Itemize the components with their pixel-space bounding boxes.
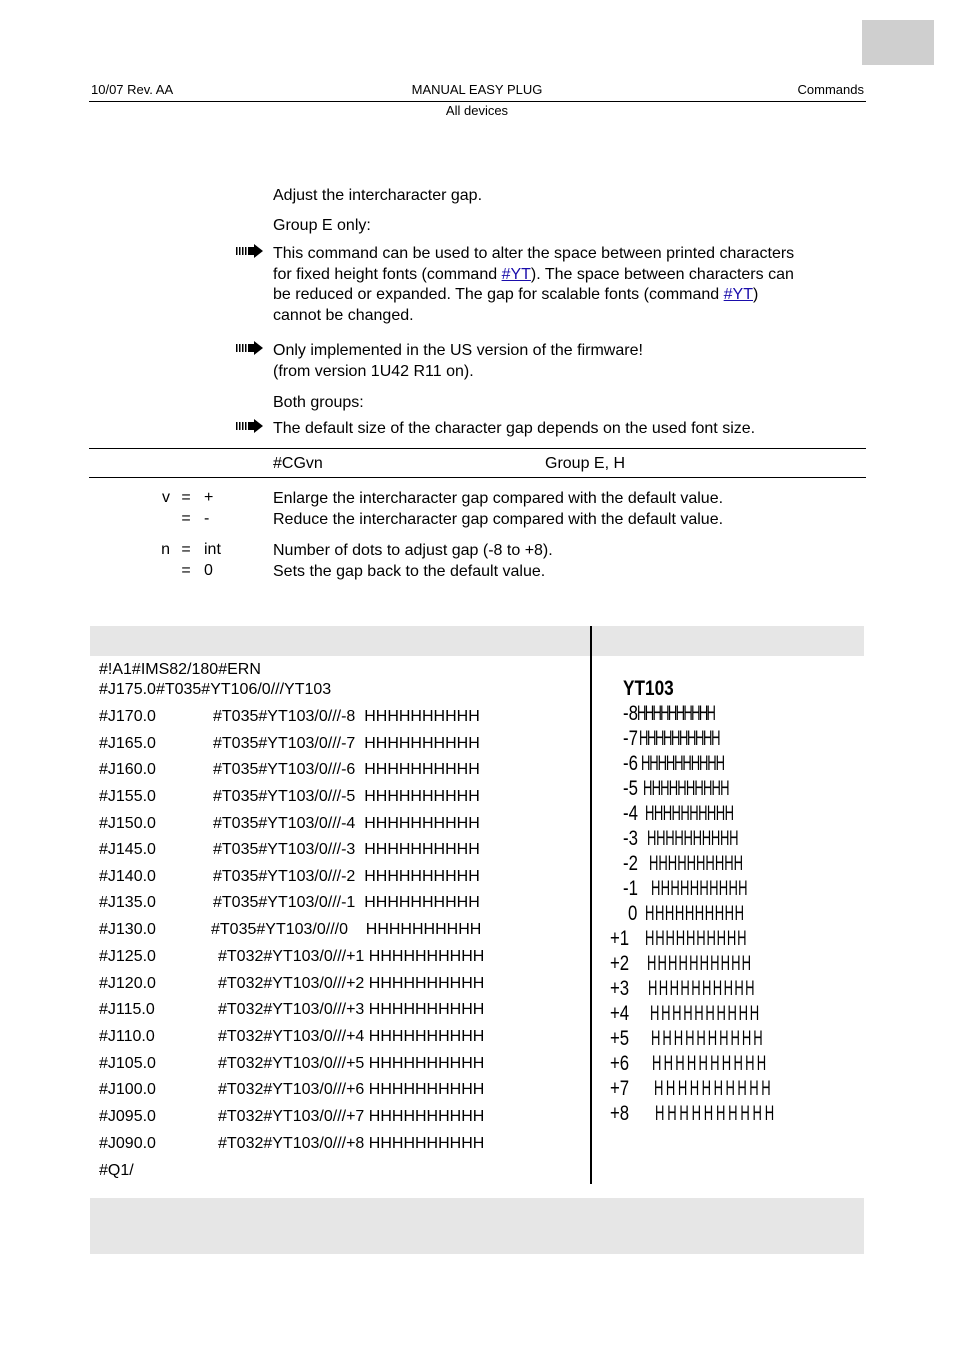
- output-row-label: +8: [610, 1102, 630, 1125]
- code-line-jump: #J125.0: [99, 948, 156, 965]
- output-row-label: +2: [610, 952, 630, 975]
- code-line-jump: #J170.0: [99, 708, 156, 725]
- output-row-sample: HHHHHHHHHH: [649, 1002, 761, 1025]
- group-e-label: Group E only:: [273, 217, 371, 234]
- code-line-jump: #J145.0: [99, 841, 156, 858]
- example-footer-bar: [90, 1198, 864, 1254]
- code-line-jump: #J165.0: [99, 735, 156, 752]
- code-line-command: #T035#YT103/0///-7 HHHHHHHHHH: [213, 735, 480, 752]
- output-row-sample: HHHHHHHHHH: [649, 852, 744, 875]
- code-line-command: #T032#YT103/0///+6 HHHHHHHHHH: [218, 1081, 485, 1098]
- output-row-label: +6: [610, 1052, 630, 1075]
- output-row-label: +1: [610, 927, 630, 950]
- output-row-label: +5: [610, 1027, 630, 1050]
- code-line-jump: #J115.0: [99, 1001, 155, 1018]
- code-line-jump: #J150.0: [99, 815, 156, 832]
- code-line-command: #T035#YT103/0///-2 HHHHHHHHHH: [213, 868, 480, 885]
- code-line-command: #T032#YT103/0///+1 HHHHHHHHHH: [218, 948, 485, 965]
- output-row-label: -1: [623, 877, 638, 900]
- param-eq: =: [181, 562, 191, 579]
- note-arrow-icon: [236, 341, 264, 355]
- code-line-jump: #J135.0: [99, 894, 156, 911]
- output-row-label: +3: [610, 977, 630, 1000]
- note-arrow-icon: [236, 244, 264, 258]
- param-desc: Sets the gap back to the default value.: [273, 563, 546, 580]
- code-line-command: #T032#YT103/0///+3 HHHHHHHHHH: [218, 1001, 485, 1018]
- output-row-sample: HHHHHHHHHH: [651, 877, 748, 900]
- header-revision: 10/07 Rev. AA: [91, 82, 174, 97]
- code-line-jump: #J160.0: [99, 761, 156, 778]
- code-line-command: #T035#YT103/0///0 HHHHHHHHHH: [211, 921, 482, 938]
- output-row-sample: HHHHHHHHHH: [651, 1027, 765, 1050]
- code-line-jump: #J090.0: [99, 1135, 156, 1152]
- syntax-top-rule: [89, 448, 866, 449]
- output-row-sample: HHHHHHHHHH: [645, 927, 748, 950]
- code-line-jump: #J155.0: [99, 788, 156, 805]
- output-row-label: -2: [623, 852, 638, 875]
- code-line-command: #T032#YT103/0///+5 HHHHHHHHHH: [218, 1055, 485, 1072]
- param-val: +: [204, 489, 214, 506]
- param-eq: =: [181, 541, 191, 558]
- output-row-label: -4: [623, 802, 638, 825]
- param-val: -: [204, 510, 210, 527]
- output-row-label: -7: [623, 727, 638, 750]
- output-row-sample: HHHHHHHHHH: [655, 1102, 778, 1125]
- param-eq: =: [181, 510, 191, 527]
- output-row-sample: HHHHHHHHHH: [652, 1052, 769, 1075]
- output-row-sample: HHHHHHHHHH: [643, 777, 729, 800]
- param-eq: =: [181, 489, 191, 506]
- note-fixed-height-fonts: This command can be used to alter the space between printed characters for fixed height fonts (command #YT). The space between characters can be reduced or expanded. The gap for scalable fonts (command #YT) cannot be changed.: [273, 245, 795, 324]
- note-arrow-icon: [236, 419, 264, 433]
- page-tab-marker: [862, 20, 934, 65]
- output-row-sample: HHHHHHHHHH: [641, 752, 724, 775]
- code-line: #!A1#IMS82/180#ERN: [99, 661, 261, 678]
- code-line-jump: #J120.0: [99, 975, 156, 992]
- code-line-command: #T035#YT103/0///-5 HHHHHHHHHH: [213, 788, 480, 805]
- param-desc: Enlarge the intercharacter gap compared with the default value.: [273, 490, 724, 507]
- syntax-command: #CGvn: [273, 455, 323, 472]
- output-row-sample: HHHHHHHHHH: [645, 802, 734, 825]
- code-line-command: #T035#YT103/0///-8 HHHHHHHHHH: [213, 708, 480, 725]
- header-title: MANUAL EASY PLUG: [411, 82, 543, 97]
- output-row-label: -5: [623, 777, 638, 800]
- output-row-sample: HHHHHHHHHH: [646, 952, 752, 975]
- code-line-command: #T032#YT103/0///+8 HHHHHHHHHH: [218, 1135, 485, 1152]
- output-row-label: +4: [610, 1002, 630, 1025]
- code-line-jump: #J100.0: [99, 1081, 156, 1098]
- output-font-title: YT103: [623, 677, 674, 700]
- code-line-command: #T035#YT103/0///-6 HHHHHHHHHH: [213, 761, 480, 778]
- output-row-label: 0: [628, 902, 638, 925]
- param-key: n: [161, 541, 170, 558]
- param-val: 0: [204, 562, 213, 579]
- output-row-sample: HHHHHHHHHH: [653, 1077, 773, 1100]
- output-row-sample: HHHHHHHHHH: [637, 702, 715, 725]
- code-line-command: #T035#YT103/0///-1 HHHHHHHHHH: [213, 894, 480, 911]
- output-row-label: -6: [623, 752, 638, 775]
- syntax-groups: Group E, H: [545, 455, 626, 472]
- both-groups-label: Both groups:: [273, 394, 364, 411]
- code-line-jump: #J095.0: [99, 1108, 156, 1125]
- yt-command-link[interactable]: #YT: [501, 265, 531, 283]
- code-line-command: #T032#YT103/0///+4 HHHHHHHHHH: [218, 1028, 485, 1045]
- code-line-jump: #J130.0: [99, 921, 156, 938]
- code-line-jump: #J110.0: [99, 1028, 155, 1045]
- code-line-command: #T032#YT103/0///+7 HHHHHHHHHH: [218, 1108, 485, 1125]
- description-summary: Adjust the intercharacter gap.: [273, 187, 483, 204]
- note-default-gap: The default size of the character gap depends on the used font size.: [273, 420, 756, 437]
- param-key: v: [162, 489, 170, 506]
- code-line: #J175.0#T035#YT106/0///YT103: [99, 681, 332, 698]
- code-line: #Q1/: [99, 1162, 134, 1179]
- example-header-bar: [90, 626, 864, 656]
- output-row-label: +7: [610, 1077, 630, 1100]
- header-divider: [89, 101, 866, 102]
- output-row-sample: HHHHHHHHHH: [647, 827, 739, 850]
- param-desc: Number of dots to adjust gap (-8 to +8).: [273, 542, 553, 559]
- output-row-sample: HHHHHHHHHH: [648, 977, 757, 1000]
- note-us-version: Only implemented in the US version of the firmware! (from version 1U42 R11 on).: [273, 342, 643, 380]
- output-row-label: -3: [623, 827, 638, 850]
- code-line-jump: #J105.0: [99, 1055, 156, 1072]
- param-desc: Reduce the intercharacter gap compared with the default value.: [273, 511, 724, 528]
- yt-command-link-2[interactable]: #YT: [723, 286, 753, 303]
- code-line-command: #T035#YT103/0///-3 HHHHHHHHHH: [213, 841, 480, 858]
- header-subtitle: All devices: [445, 103, 509, 118]
- code-line-jump: #J140.0: [99, 868, 156, 885]
- code-line-command: #T035#YT103/0///-4 HHHHHHHHHH: [213, 815, 480, 832]
- example-column-divider: [590, 626, 592, 1184]
- param-val: int: [204, 541, 221, 558]
- syntax-bottom-rule: [89, 477, 866, 478]
- header-section: Commands: [797, 82, 864, 97]
- code-line-command: #T032#YT103/0///+2 HHHHHHHHHH: [218, 975, 485, 992]
- output-row-sample: HHHHHHHHHH: [639, 727, 720, 750]
- output-row-sample: HHHHHHHHHH: [645, 902, 745, 925]
- output-row-label: -8: [623, 702, 638, 725]
